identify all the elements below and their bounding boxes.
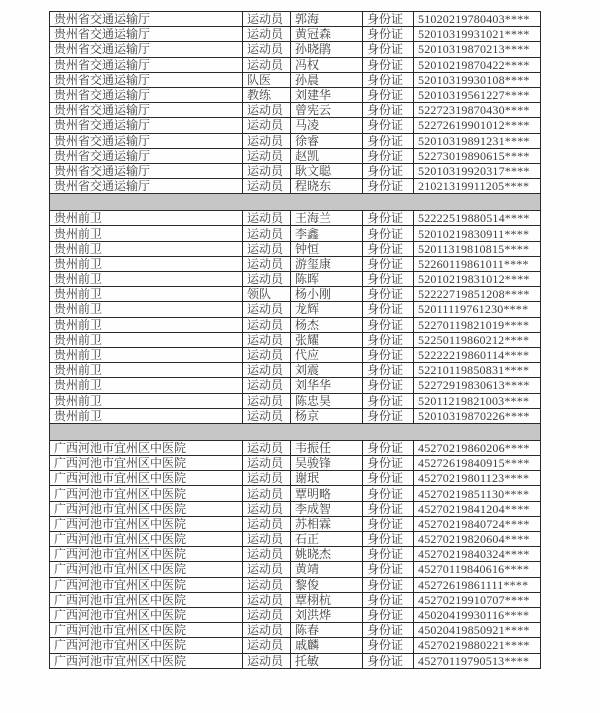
organization-cell: 贵州前卫 bbox=[50, 256, 243, 271]
table-row bbox=[50, 287, 541, 302]
organization-cell: 广西河池市宜州区中医院 bbox=[50, 501, 243, 516]
id-type-cell: 身份证 bbox=[363, 547, 414, 562]
id-type-cell: 身份证 bbox=[363, 118, 414, 133]
id-type-cell: 身份证 bbox=[363, 272, 414, 287]
person-name-cell: 曾宪云 bbox=[291, 103, 363, 118]
table-row bbox=[50, 347, 541, 362]
id-number-cell: 45270119790513**** bbox=[414, 653, 541, 668]
organization-cell: 贵州前卫 bbox=[50, 226, 243, 241]
person-name-cell: 陈忠昊 bbox=[291, 393, 363, 408]
role-cell: 运动员 bbox=[243, 163, 291, 178]
table-row bbox=[50, 378, 541, 393]
person-name-cell: 覃明略 bbox=[291, 486, 363, 501]
roster-table-body bbox=[50, 12, 541, 669]
id-number-cell: 45270219851130**** bbox=[414, 486, 541, 501]
person-name-cell: 刘建华 bbox=[291, 87, 363, 102]
role-cell: 运动员 bbox=[243, 547, 291, 562]
table-row bbox=[50, 501, 541, 516]
person-name-cell: 徐睿 bbox=[291, 133, 363, 148]
person-name-cell: 王海兰 bbox=[291, 211, 363, 226]
person-name-cell: 马凌 bbox=[291, 118, 363, 133]
id-type-cell: 身份证 bbox=[363, 592, 414, 607]
table-row bbox=[50, 211, 541, 226]
id-number-cell: 45270219860206**** bbox=[414, 440, 541, 455]
table-row bbox=[50, 393, 541, 408]
section-separator-cell bbox=[50, 423, 541, 440]
table-row bbox=[50, 103, 541, 118]
role-cell: 运动员 bbox=[243, 638, 291, 653]
id-type-cell: 身份证 bbox=[363, 408, 414, 423]
role-cell: 运动员 bbox=[243, 302, 291, 317]
role-cell: 运动员 bbox=[243, 440, 291, 455]
id-number-cell: 45020419850921**** bbox=[414, 623, 541, 638]
id-type-cell: 身份证 bbox=[363, 226, 414, 241]
id-number-cell: 21021319911205**** bbox=[414, 179, 541, 194]
role-cell: 运动员 bbox=[243, 347, 291, 362]
table-row bbox=[50, 163, 541, 178]
id-type-cell: 身份证 bbox=[363, 456, 414, 471]
organization-cell: 广西河池市宜州区中医院 bbox=[50, 471, 243, 486]
organization-cell: 贵州省交通运输厅 bbox=[50, 27, 243, 42]
person-name-cell: 赵凯 bbox=[291, 148, 363, 163]
role-cell: 运动员 bbox=[243, 623, 291, 638]
id-type-cell: 身份证 bbox=[363, 12, 414, 27]
role-cell: 运动员 bbox=[243, 408, 291, 423]
table-row bbox=[50, 57, 541, 72]
id-number-cell: 52222719851208**** bbox=[414, 287, 541, 302]
id-number-cell: 52010319561227**** bbox=[414, 87, 541, 102]
person-name-cell: 耿文聪 bbox=[291, 163, 363, 178]
person-name-cell: 孙晨 bbox=[291, 72, 363, 87]
organization-cell: 贵州前卫 bbox=[50, 241, 243, 256]
id-number-cell: 52260119861011**** bbox=[414, 256, 541, 271]
organization-cell: 广西河池市宜州区中医院 bbox=[50, 653, 243, 668]
table-row bbox=[50, 148, 541, 163]
organization-cell: 贵州前卫 bbox=[50, 302, 243, 317]
role-cell: 运动员 bbox=[243, 486, 291, 501]
table-row bbox=[50, 592, 541, 607]
id-type-cell: 身份证 bbox=[363, 87, 414, 102]
section-separator-cell bbox=[50, 194, 541, 211]
id-type-cell: 身份证 bbox=[363, 378, 414, 393]
person-name-cell: 覃栩杭 bbox=[291, 592, 363, 607]
person-name-cell: 姚晓杰 bbox=[291, 547, 363, 562]
table-row bbox=[50, 408, 541, 423]
role-cell: 运动员 bbox=[243, 179, 291, 194]
table-row bbox=[50, 653, 541, 668]
organization-cell: 广西河池市宜州区中医院 bbox=[50, 486, 243, 501]
person-name-cell: 黄靖 bbox=[291, 562, 363, 577]
role-cell: 队医 bbox=[243, 72, 291, 87]
id-number-cell: 52011119761230**** bbox=[414, 302, 541, 317]
table-row bbox=[50, 532, 541, 547]
organization-cell: 贵州前卫 bbox=[50, 408, 243, 423]
id-number-cell: 52010319891231**** bbox=[414, 133, 541, 148]
organization-cell: 贵州省交通运输厅 bbox=[50, 12, 243, 27]
id-type-cell: 身份证 bbox=[363, 163, 414, 178]
id-type-cell: 身份证 bbox=[363, 486, 414, 501]
id-number-cell: 52011219821003**** bbox=[414, 393, 541, 408]
role-cell: 运动员 bbox=[243, 456, 291, 471]
organization-cell: 贵州省交通运输厅 bbox=[50, 179, 243, 194]
id-number-cell: 52010319930108**** bbox=[414, 72, 541, 87]
role-cell: 运动员 bbox=[243, 332, 291, 347]
role-cell: 运动员 bbox=[243, 653, 291, 668]
person-name-cell: 杨京 bbox=[291, 408, 363, 423]
id-type-cell: 身份证 bbox=[363, 363, 414, 378]
id-number-cell: 52250119860212**** bbox=[414, 332, 541, 347]
id-number-cell: 51020219780403**** bbox=[414, 12, 541, 27]
id-type-cell: 身份证 bbox=[363, 241, 414, 256]
table-row bbox=[50, 547, 541, 562]
role-cell: 运动员 bbox=[243, 226, 291, 241]
role-cell: 运动员 bbox=[243, 363, 291, 378]
id-number-cell: 45272619861111**** bbox=[414, 577, 541, 592]
id-type-cell: 身份证 bbox=[363, 27, 414, 42]
id-number-cell: 52010219831012**** bbox=[414, 272, 541, 287]
table-row bbox=[50, 302, 541, 317]
table-row bbox=[50, 577, 541, 592]
id-type-cell: 身份证 bbox=[363, 347, 414, 362]
role-cell: 运动员 bbox=[243, 378, 291, 393]
table-row bbox=[50, 562, 541, 577]
id-number-cell: 45270219910707**** bbox=[414, 592, 541, 607]
person-name-cell: 刘华华 bbox=[291, 378, 363, 393]
table-row bbox=[50, 516, 541, 531]
organization-cell: 广西河池市宜州区中医院 bbox=[50, 623, 243, 638]
id-type-cell: 身份证 bbox=[363, 393, 414, 408]
id-type-cell: 身份证 bbox=[363, 623, 414, 638]
id-type-cell: 身份证 bbox=[363, 516, 414, 531]
id-type-cell: 身份证 bbox=[363, 317, 414, 332]
table-row bbox=[50, 118, 541, 133]
organization-cell: 广西河池市宜州区中医院 bbox=[50, 638, 243, 653]
organization-cell: 广西河池市宜州区中医院 bbox=[50, 440, 243, 455]
person-name-cell: 杨杰 bbox=[291, 317, 363, 332]
id-type-cell: 身份证 bbox=[363, 440, 414, 455]
role-cell: 运动员 bbox=[243, 501, 291, 516]
id-number-cell: 45270219841204**** bbox=[414, 501, 541, 516]
role-cell: 运动员 bbox=[243, 211, 291, 226]
id-number-cell: 52210119850831**** bbox=[414, 363, 541, 378]
person-name-cell: 谢珉 bbox=[291, 471, 363, 486]
organization-cell: 广西河池市宜州区中医院 bbox=[50, 592, 243, 607]
organization-cell: 广西河池市宜州区中医院 bbox=[50, 516, 243, 531]
table-row bbox=[50, 256, 541, 271]
id-type-cell: 身份证 bbox=[363, 42, 414, 57]
id-number-cell: 52270119821019**** bbox=[414, 317, 541, 332]
person-name-cell: 吴骏锋 bbox=[291, 456, 363, 471]
table-row bbox=[50, 87, 541, 102]
id-type-cell: 身份证 bbox=[363, 653, 414, 668]
organization-cell: 广西河池市宜州区中医院 bbox=[50, 577, 243, 592]
id-number-cell: 52273019890615**** bbox=[414, 148, 541, 163]
table-row bbox=[50, 133, 541, 148]
person-name-cell: 刘震 bbox=[291, 363, 363, 378]
id-type-cell: 身份证 bbox=[363, 562, 414, 577]
person-name-cell: 张耀 bbox=[291, 332, 363, 347]
person-name-cell: 托敏 bbox=[291, 653, 363, 668]
role-cell: 运动员 bbox=[243, 42, 291, 57]
id-number-cell: 52272619901012**** bbox=[414, 118, 541, 133]
person-name-cell: 冯权 bbox=[291, 57, 363, 72]
id-number-cell: 52010219830911**** bbox=[414, 226, 541, 241]
person-name-cell: 杨小刚 bbox=[291, 287, 363, 302]
id-type-cell: 身份证 bbox=[363, 638, 414, 653]
organization-cell: 贵州省交通运输厅 bbox=[50, 133, 243, 148]
person-name-cell: 石正 bbox=[291, 532, 363, 547]
table-row bbox=[50, 332, 541, 347]
role-cell: 运动员 bbox=[243, 516, 291, 531]
id-number-cell: 45270219840324**** bbox=[414, 547, 541, 562]
organization-cell: 广西河池市宜州区中医院 bbox=[50, 532, 243, 547]
organization-cell: 贵州省交通运输厅 bbox=[50, 57, 243, 72]
organization-cell: 广西河池市宜州区中医院 bbox=[50, 607, 243, 622]
role-cell: 运动员 bbox=[243, 256, 291, 271]
person-name-cell: 李成智 bbox=[291, 501, 363, 516]
id-number-cell: 52010319870213**** bbox=[414, 42, 541, 57]
organization-cell: 贵州前卫 bbox=[50, 317, 243, 332]
role-cell: 运动员 bbox=[243, 272, 291, 287]
section-separator-row bbox=[50, 194, 541, 211]
id-type-cell: 身份证 bbox=[363, 211, 414, 226]
roster-table bbox=[49, 11, 541, 669]
id-number-cell: 45270219801123**** bbox=[414, 471, 541, 486]
table-row bbox=[50, 179, 541, 194]
id-number-cell: 45270219880221**** bbox=[414, 638, 541, 653]
table-row bbox=[50, 456, 541, 471]
id-type-cell: 身份证 bbox=[363, 179, 414, 194]
organization-cell: 贵州前卫 bbox=[50, 332, 243, 347]
id-number-cell: 45270219840724**** bbox=[414, 516, 541, 531]
id-number-cell: 52010319920317**** bbox=[414, 163, 541, 178]
role-cell: 运动员 bbox=[243, 317, 291, 332]
organization-cell: 贵州省交通运输厅 bbox=[50, 42, 243, 57]
organization-cell: 贵州省交通运输厅 bbox=[50, 103, 243, 118]
id-type-cell: 身份证 bbox=[363, 501, 414, 516]
person-name-cell: 苏相霖 bbox=[291, 516, 363, 531]
role-cell: 运动员 bbox=[243, 577, 291, 592]
id-type-cell: 身份证 bbox=[363, 57, 414, 72]
id-type-cell: 身份证 bbox=[363, 287, 414, 302]
person-name-cell: 代应 bbox=[291, 347, 363, 362]
role-cell: 运动员 bbox=[243, 27, 291, 42]
table-row bbox=[50, 607, 541, 622]
role-cell: 运动员 bbox=[243, 118, 291, 133]
person-name-cell: 程晓东 bbox=[291, 179, 363, 194]
role-cell: 运动员 bbox=[243, 133, 291, 148]
person-name-cell: 刘洪烨 bbox=[291, 607, 363, 622]
person-name-cell: 陈春 bbox=[291, 623, 363, 638]
id-type-cell: 身份证 bbox=[363, 532, 414, 547]
id-type-cell: 身份证 bbox=[363, 302, 414, 317]
organization-cell: 贵州前卫 bbox=[50, 287, 243, 302]
organization-cell: 贵州省交通运输厅 bbox=[50, 87, 243, 102]
role-cell: 运动员 bbox=[243, 592, 291, 607]
table-row bbox=[50, 440, 541, 455]
id-number-cell: 52010319931021**** bbox=[414, 27, 541, 42]
id-type-cell: 身份证 bbox=[363, 72, 414, 87]
table-row bbox=[50, 471, 541, 486]
id-type-cell: 身份证 bbox=[363, 148, 414, 163]
person-name-cell: 黎俊 bbox=[291, 577, 363, 592]
id-type-cell: 身份证 bbox=[363, 471, 414, 486]
person-name-cell: 韦振任 bbox=[291, 440, 363, 455]
organization-cell: 贵州前卫 bbox=[50, 347, 243, 362]
id-number-cell: 52272919830613**** bbox=[414, 378, 541, 393]
person-name-cell: 龙辉 bbox=[291, 302, 363, 317]
id-type-cell: 身份证 bbox=[363, 577, 414, 592]
table-row bbox=[50, 272, 541, 287]
table-row bbox=[50, 42, 541, 57]
id-number-cell: 52010219870422**** bbox=[414, 57, 541, 72]
role-cell: 运动员 bbox=[243, 471, 291, 486]
role-cell: 运动员 bbox=[243, 393, 291, 408]
table-row bbox=[50, 623, 541, 638]
role-cell: 运动员 bbox=[243, 103, 291, 118]
role-cell: 领队 bbox=[243, 287, 291, 302]
id-number-cell: 52272319870430**** bbox=[414, 103, 541, 118]
role-cell: 教练 bbox=[243, 87, 291, 102]
id-number-cell: 45020419930116**** bbox=[414, 607, 541, 622]
table-row bbox=[50, 363, 541, 378]
organization-cell: 贵州省交通运输厅 bbox=[50, 72, 243, 87]
organization-cell: 贵州前卫 bbox=[50, 393, 243, 408]
organization-cell: 贵州省交通运输厅 bbox=[50, 148, 243, 163]
id-type-cell: 身份证 bbox=[363, 332, 414, 347]
id-number-cell: 52222519880514**** bbox=[414, 211, 541, 226]
id-number-cell: 52011319810815**** bbox=[414, 241, 541, 256]
organization-cell: 广西河池市宜州区中医院 bbox=[50, 547, 243, 562]
table-row bbox=[50, 486, 541, 501]
person-name-cell: 郭海 bbox=[291, 12, 363, 27]
table-row bbox=[50, 638, 541, 653]
role-cell: 运动员 bbox=[243, 241, 291, 256]
role-cell: 运动员 bbox=[243, 607, 291, 622]
person-name-cell: 钟恒 bbox=[291, 241, 363, 256]
organization-cell: 广西河池市宜州区中医院 bbox=[50, 562, 243, 577]
table-row bbox=[50, 226, 541, 241]
person-name-cell: 孙晓鹃 bbox=[291, 42, 363, 57]
role-cell: 运动员 bbox=[243, 562, 291, 577]
id-type-cell: 身份证 bbox=[363, 103, 414, 118]
id-type-cell: 身份证 bbox=[363, 256, 414, 271]
table-row bbox=[50, 27, 541, 42]
id-type-cell: 身份证 bbox=[363, 607, 414, 622]
organization-cell: 贵州前卫 bbox=[50, 211, 243, 226]
id-type-cell: 身份证 bbox=[363, 133, 414, 148]
table-row bbox=[50, 317, 541, 332]
role-cell: 运动员 bbox=[243, 148, 291, 163]
person-name-cell: 陈晖 bbox=[291, 272, 363, 287]
id-number-cell: 52010319870226**** bbox=[414, 408, 541, 423]
person-name-cell: 黄冠森 bbox=[291, 27, 363, 42]
table-row bbox=[50, 72, 541, 87]
person-name-cell: 游玺康 bbox=[291, 256, 363, 271]
person-name-cell: 李鑫 bbox=[291, 226, 363, 241]
table-row bbox=[50, 241, 541, 256]
organization-cell: 贵州省交通运输厅 bbox=[50, 118, 243, 133]
section-separator-row bbox=[50, 423, 541, 440]
role-cell: 运动员 bbox=[243, 12, 291, 27]
table-row bbox=[50, 12, 541, 27]
organization-cell: 贵州前卫 bbox=[50, 363, 243, 378]
id-number-cell: 52222219860114**** bbox=[414, 347, 541, 362]
id-number-cell: 45270219820604**** bbox=[414, 532, 541, 547]
person-name-cell: 戚麟 bbox=[291, 638, 363, 653]
role-cell: 运动员 bbox=[243, 532, 291, 547]
organization-cell: 广西河池市宜州区中医院 bbox=[50, 456, 243, 471]
organization-cell: 贵州省交通运输厅 bbox=[50, 163, 243, 178]
organization-cell: 贵州前卫 bbox=[50, 378, 243, 393]
id-number-cell: 45270119840616**** bbox=[414, 562, 541, 577]
organization-cell: 贵州前卫 bbox=[50, 272, 243, 287]
id-number-cell: 45272619840915**** bbox=[414, 456, 541, 471]
role-cell: 运动员 bbox=[243, 57, 291, 72]
